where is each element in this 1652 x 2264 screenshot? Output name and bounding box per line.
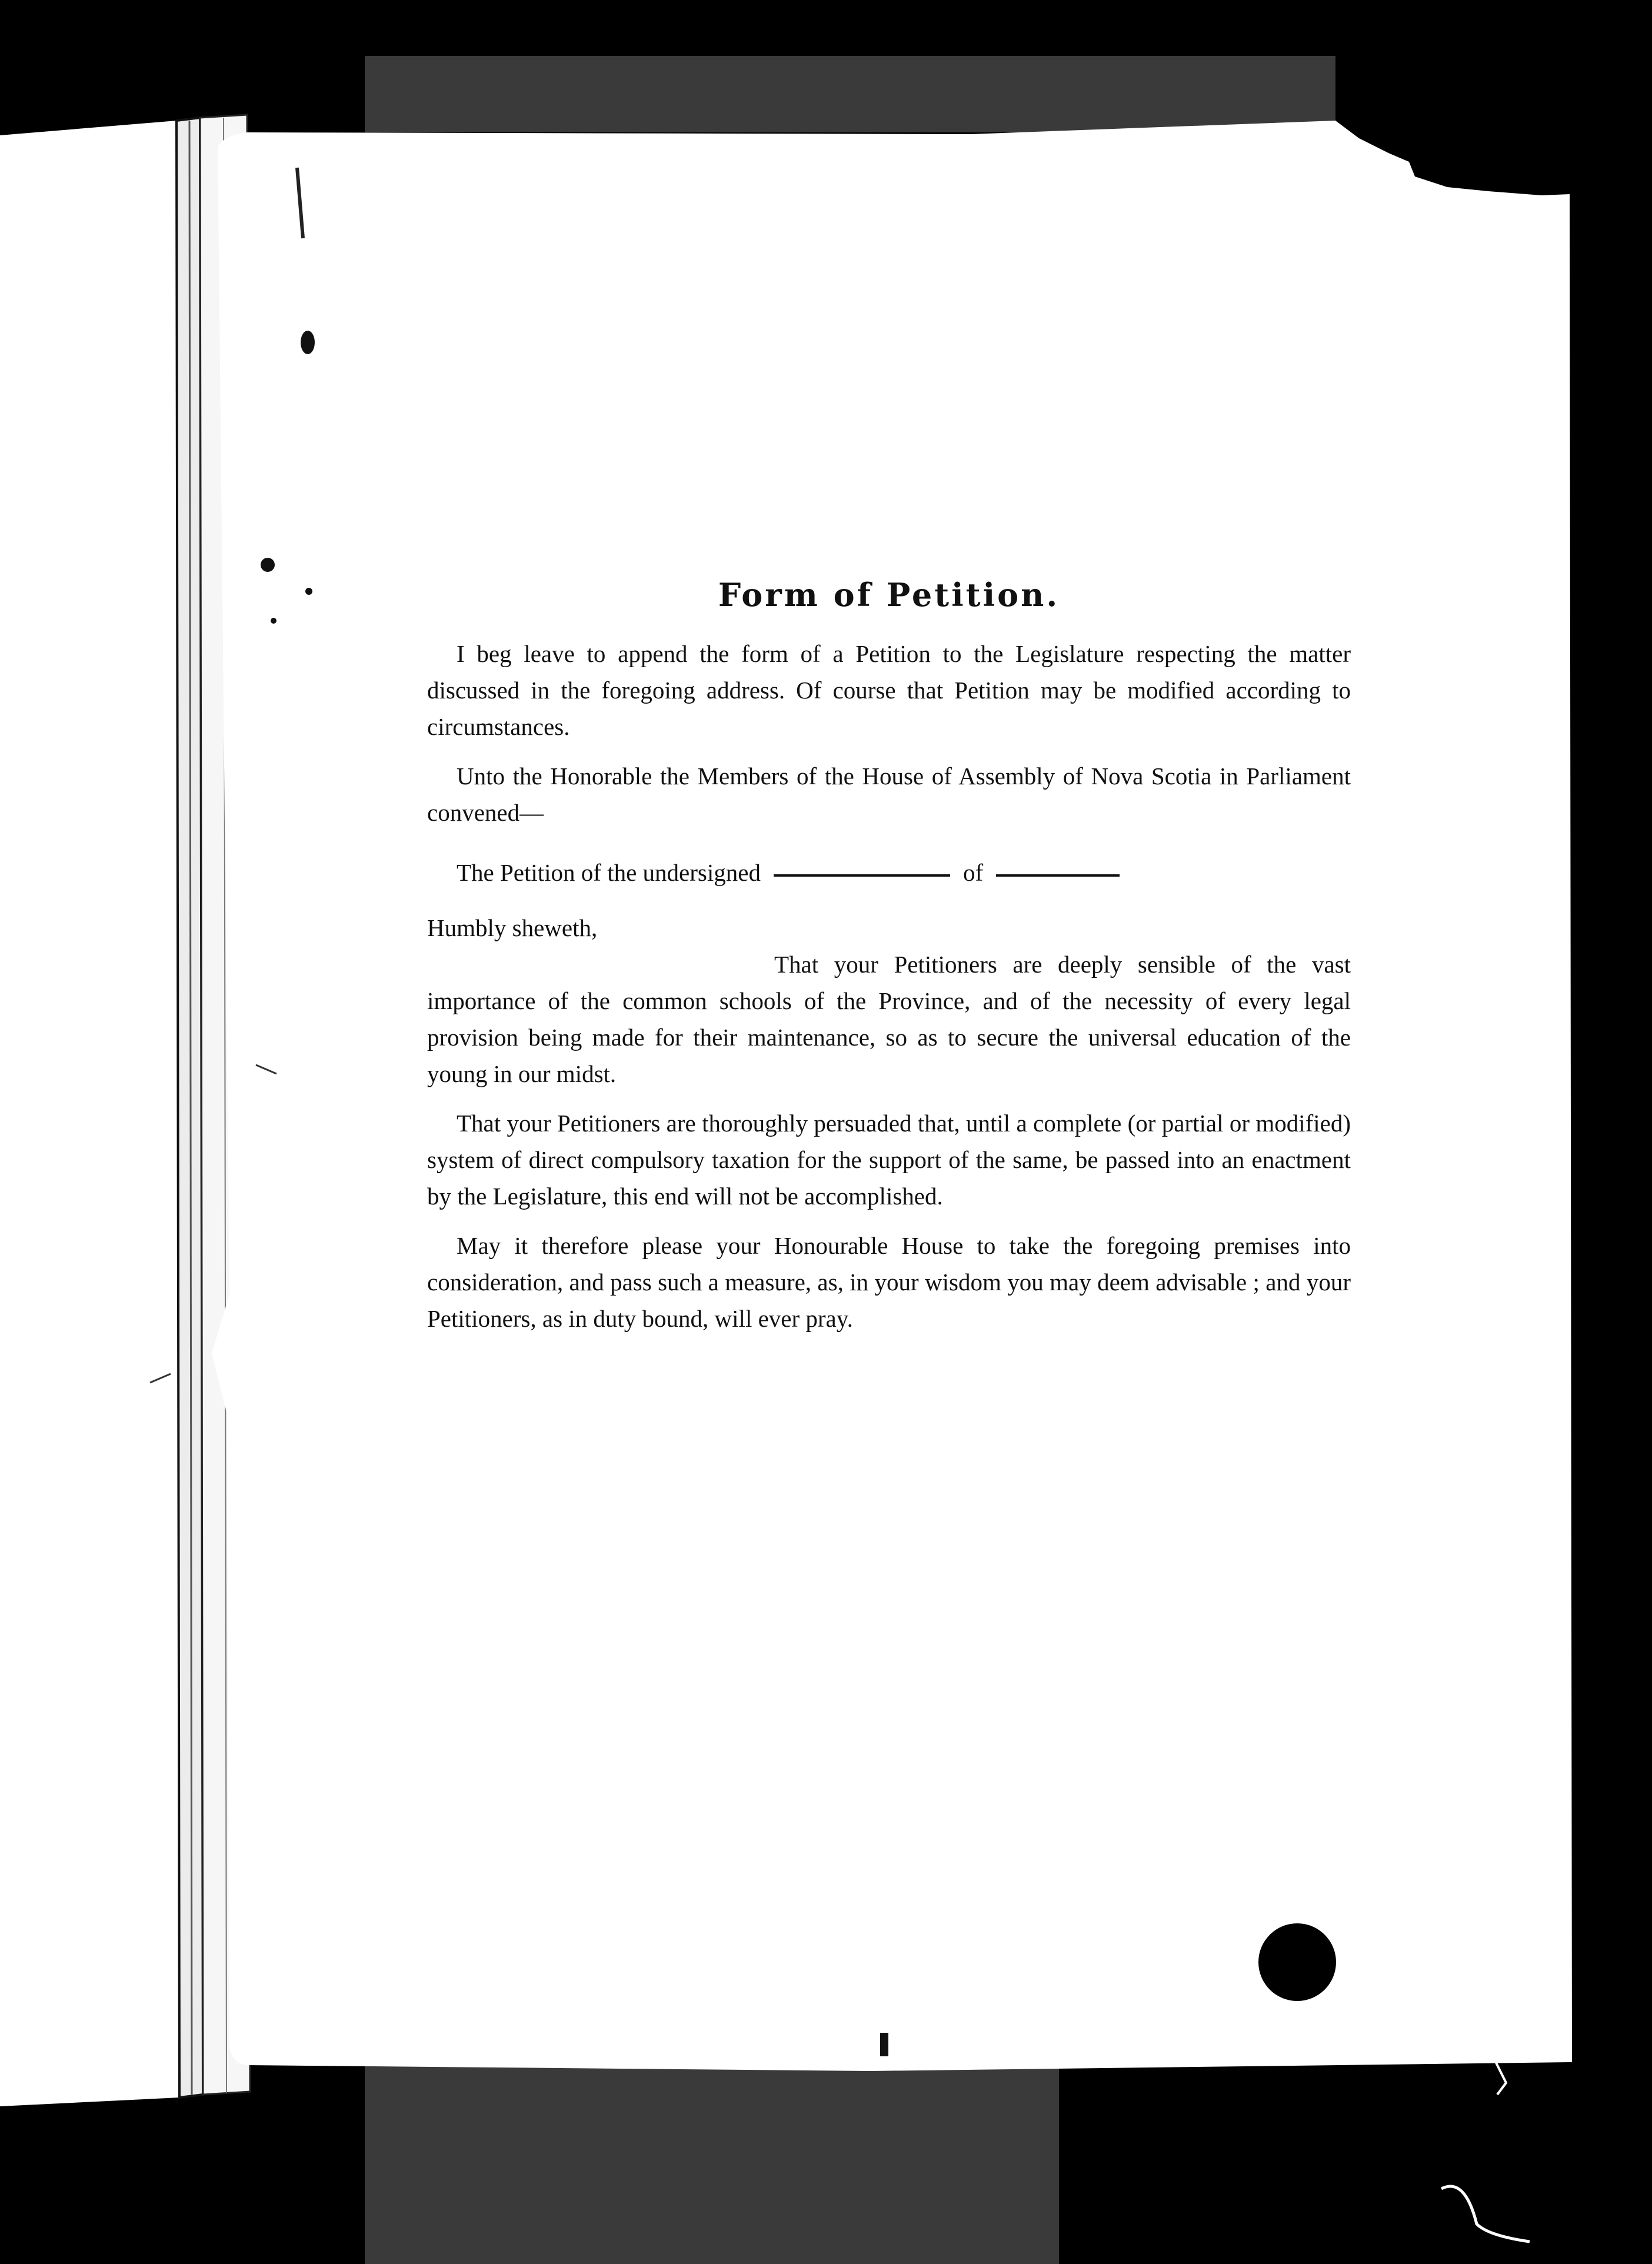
body-paragraph: May it therefore please your Honourable House to take the foregoing premises into consideration, and pass such a measure, as, in your wisdom you may deem advisable ; and your Petitioners, as in duty bound, will ever pray. (427, 1232, 1351, 1332)
petition-of-connector: of (962, 859, 984, 886)
document-title: Form of Petition. (718, 576, 1060, 614)
left-page (0, 121, 179, 2106)
ink-speck (271, 618, 277, 624)
ink-speck (305, 588, 312, 595)
scanner-scrap (1441, 2186, 1530, 2242)
blank-line (774, 874, 950, 877)
body-paragraph: That your Petitioners are deeply sensible of the vast importance of the common schools of the Province, and of the necessity of every legal provision being made for their maintenance, so as to secure the universal education of the young in our midst. (427, 951, 1351, 1087)
address-paragraph: Unto the Honorable the Members of the House of Assembly of Nova Scotia in Parliament convened— (427, 763, 1351, 826)
document-text (427, 565, 1351, 1350)
body-paragraph: That your Petitioners are thoroughly persuaded that, until a complete (or partial or modified) system of direct compulsory taxation for the support of the same, be passed into an enactment by the Legislature, this end will not be accomplished. (427, 1110, 1351, 1210)
blank-line (996, 874, 1120, 877)
ink-speck (261, 558, 275, 572)
sheweth-heading: Humbly sheweth, (427, 914, 598, 941)
ink-speck (880, 2033, 888, 2056)
ink-blot (1258, 1923, 1336, 2001)
scanner-edge-top (365, 56, 1335, 132)
petition-of-line (427, 854, 1351, 891)
ink-speck (301, 331, 315, 354)
scanner-scrap (1494, 2059, 1506, 2095)
scanner-edge-bottom (365, 2059, 1059, 2264)
petition-of-text: The Petition of the undersigned (457, 859, 761, 886)
intro-paragraph: I beg leave to append the form of a Petition to the Legislature respecting the matter discussed in the foregoing address. Of course that Petition may be modified according to circumstances. (427, 640, 1351, 740)
